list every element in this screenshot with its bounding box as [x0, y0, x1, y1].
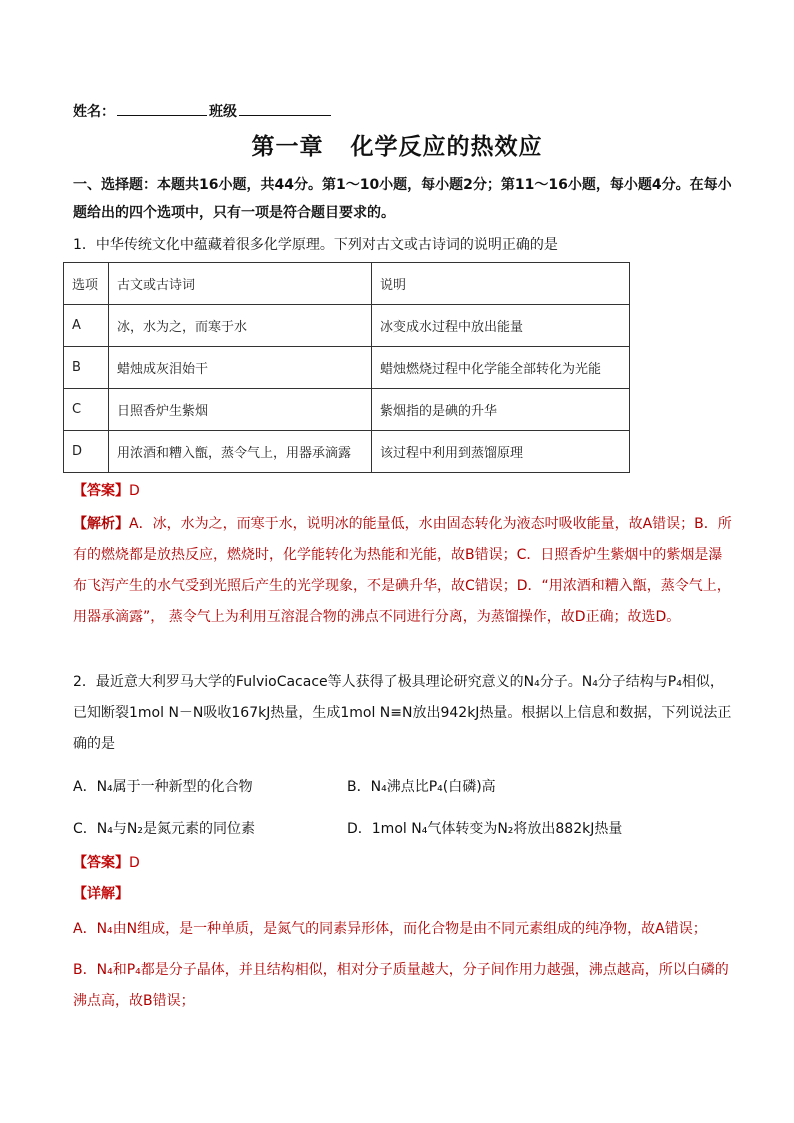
table-header-cell: 选项: [64, 263, 109, 305]
option-c: C．N₄与N₂是氮元素的同位素: [73, 821, 255, 837]
analysis-text: A．冰，水为之，而寒于水，说明冰的能量低，水由固态转化为液态吋吸收能量，故A错误；B．所有的燃烧都是放热反应，燃烧时，化学能转化为热能和光能，故B错误；C．日照香炉生紫烟中的紫烟是瀑布飞泻产生的水气受到光照后产生的光学现象，不是碘升华，故C错误；D．“用浓酒和糟入甑，蒸令气上，用器承滴露”， 蒸令气上为利用互溶混合物的沸点不同进行分离，为蒸馏操作，故D正确；故选D。: [73, 516, 732, 625]
option-b: B．N₄沸点比P₄(白磷)高: [347, 779, 496, 795]
detail-tag: 【详解】: [73, 886, 129, 902]
question-1-table: [63, 262, 630, 473]
table-row: [64, 389, 630, 431]
table-cell: 该过程中利用到蒸馏原理: [372, 431, 630, 473]
class-blank: [239, 103, 331, 116]
table-cell: 冰，水为之，而寒于水: [109, 305, 372, 347]
detail-b: B．N₄和P₄都是分子晶体，并且结构相似，相对分子质量越大，分子间作用力越强，沸点越高，所以白磷的沸点高，故B错误；: [73, 962, 729, 1009]
option-a: A．N₄属于一种新型的化合物: [73, 779, 253, 795]
question-2-stem: 2．最近意大利罗马大学的FulvioCacace等人获得了极具理论研究意义的N₄分子。N₄分子结构与P₄相似，已知断裂1mol N－N吸收167kJ热量，生成1mol N≡N放出942kJ热量。根据以上信息和数据，下列说法正确的是: [73, 674, 732, 752]
question-1-stem: 1．中华传统文化中蕴藏着很多化学原理。下列对古文或古诗词的说明正确的是: [73, 237, 558, 253]
answer-value: D: [129, 855, 140, 871]
student-info-line: [73, 101, 331, 121]
table-cell: 紫烟指的是碘的升华: [372, 389, 630, 431]
name-label: 姓名：: [73, 104, 115, 120]
table-cell: C: [64, 389, 109, 431]
question-2-answer: [73, 852, 140, 872]
table-cell: 冰变成水过程中放出能量: [372, 305, 630, 347]
answer-value: D: [129, 483, 140, 499]
table-cell: D: [64, 431, 109, 473]
table-row: [64, 431, 630, 473]
table-cell: 用浓酒和糟入甑，蒸令气上，用器承滴露: [109, 431, 372, 473]
option-d: D．1mol N₄气体转变为N₂将放出882kJ热量: [347, 821, 623, 837]
table-cell: 日照香炉生紫烟: [109, 389, 372, 431]
table-header-cell: 古文或古诗词: [109, 263, 372, 305]
answer-tag: 【答案】: [73, 855, 129, 871]
analysis-tag: 【解析】: [73, 516, 129, 532]
table-cell: 蜡烛成灰泪始干: [109, 347, 372, 389]
table-header-cell: 说明: [372, 263, 630, 305]
table-cell: 蜡烛燃烧过程中化学能全部转化为光能: [372, 347, 630, 389]
table-header-row: [64, 263, 630, 305]
table-cell: B: [64, 347, 109, 389]
question-1-analysis: [73, 509, 733, 633]
table-cell: A: [64, 305, 109, 347]
name-blank: [117, 103, 207, 116]
chapter-title: 第一章 化学反应的热效应: [251, 134, 543, 160]
class-label: 班级: [209, 104, 237, 120]
detail-a: A．N₄由N组成，是一种单质，是氮气的同素异形体，而化合物是由不同元素组成的纯净物，故A错误；: [73, 921, 707, 937]
section-heading: 一、选择题：本题共16小题，共44分。第1～10小题，每小题2分；第11～16小题，每小题4分。在每小题给出的四个选项中，只有一项是符合题目要求的。: [73, 177, 732, 221]
question-1-answer: [73, 480, 140, 500]
table-row: [64, 347, 630, 389]
table-row: [64, 305, 630, 347]
answer-tag: 【答案】: [73, 483, 129, 499]
